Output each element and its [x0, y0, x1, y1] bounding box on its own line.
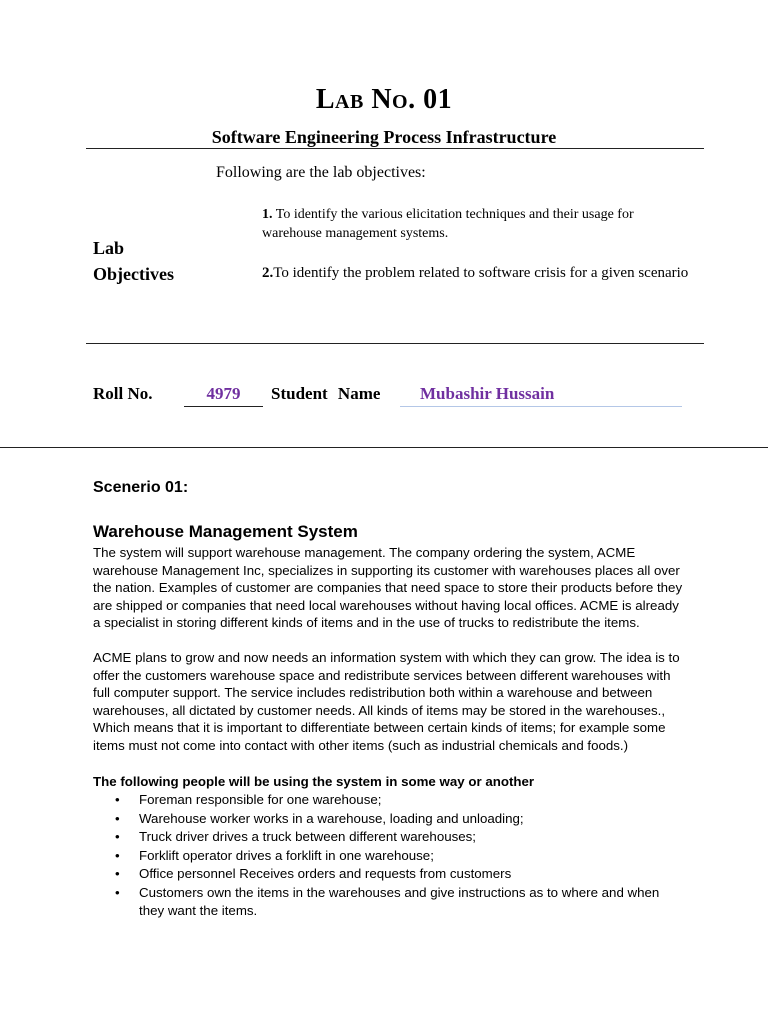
list-item: [93, 847, 673, 866]
bullet-icon: •: [115, 829, 120, 844]
list-item-text: Foreman responsible for one warehouse;: [139, 792, 382, 807]
scenario-paragraph: The system will support warehouse management. The company ordering the system, ACME warehouse Management Inc, specializes in supporting its customer with warehouses places all over the nation. Examples of customer are companies that need space to store their products before they are shipped or companies that need local warehouses without having local offices. ACME is already a specialist in storing different kinds of items and in the use of trucks to redistribute the items.: [93, 545, 683, 631]
bullet-icon: •: [115, 792, 120, 807]
list-item-text: Truck driver drives a truck between different warehouses;: [139, 829, 477, 844]
objective-number: 2.: [262, 265, 274, 281]
scenario-paragraph: ACME plans to grow and now needs an information system with which they can grow. The idea is to offer the customers warehouse space and redistribute services between different warehouses with full computer support. The service includes redistribution both within a warehouse and between warehouses, all dictated by customer needs. All kinds of items may be stored in the warehouses., Which means that it is important to differentiate between certain kinds of items; for example some items must not come into contact with other items (such as industrial chemicals and foods.): [93, 650, 680, 753]
list-item-text: Customers own the items in the warehouses and give instructions as to where and when they want the items.: [139, 884, 660, 918]
divider-middle: [86, 343, 704, 344]
student-name-value: Mubashir Hussain: [400, 384, 682, 407]
bullet-icon: •: [115, 884, 120, 900]
lab-title: Lab No. 01: [315, 84, 453, 115]
system-heading: Warehouse Management System: [93, 522, 358, 541]
objective-item: [262, 263, 692, 284]
divider-top: [86, 148, 704, 149]
objectives-label-line-1: Lab: [93, 238, 125, 258]
users-heading: The following people will be using the system in some way or another: [93, 774, 535, 789]
objectives-label: [93, 235, 174, 287]
list-item: [93, 791, 673, 810]
roll-number-value: 4979: [184, 384, 263, 407]
divider-full-width: [0, 447, 768, 448]
objectives-intro: Following are the lab objectives:: [216, 164, 426, 181]
bullet-icon: •: [115, 866, 120, 881]
objective-item: [262, 205, 692, 243]
student-name-label: Student Name: [271, 384, 381, 403]
roll-number-label: Roll No.: [93, 384, 153, 403]
list-item: [93, 884, 673, 921]
list-item: [93, 865, 673, 884]
objectives-label-line-2: Objectives: [93, 264, 174, 284]
objective-text: To identify the various elicitation techniques and their usage for warehouse management systems.: [262, 207, 634, 241]
scenario-heading: Scenerio 01:: [93, 479, 189, 496]
objective-text: To identify the problem related to software crisis for a given scenario: [273, 265, 689, 281]
list-item-text: Forklift operator drives a forklift in one warehouse;: [139, 847, 434, 863]
lab-subtitle: Software Engineering Process Infrastructure: [211, 127, 557, 147]
list-item: [93, 828, 673, 847]
objective-number: 1.: [262, 207, 273, 222]
bullet-icon: •: [115, 810, 120, 826]
user-list: [93, 791, 673, 921]
list-item-text: Office personnel Receives orders and requests from customers: [139, 866, 512, 881]
bullet-icon: •: [115, 847, 120, 863]
list-item-text: Warehouse worker works in a warehouse, loading and unloading;: [139, 810, 524, 826]
list-item: [93, 810, 673, 829]
